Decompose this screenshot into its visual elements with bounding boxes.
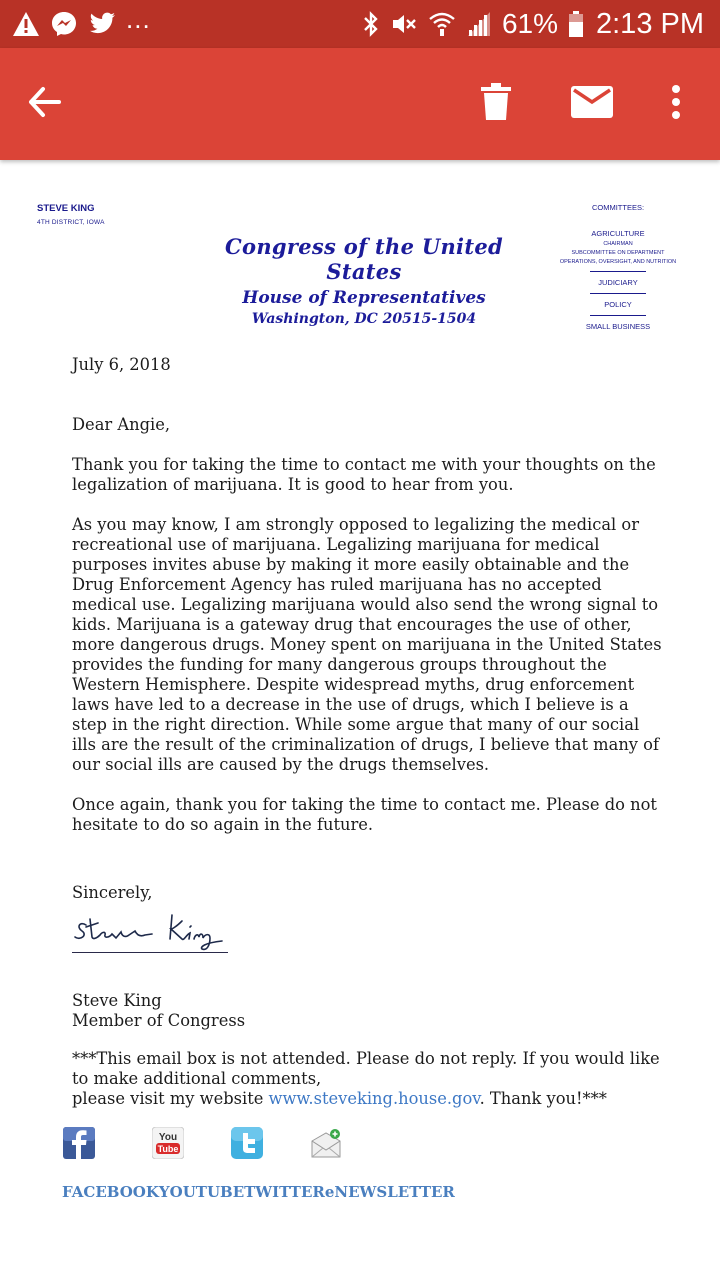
subcommittee-line-1: SUBCOMMITTEE ON DEPARTMENT xyxy=(571,250,665,256)
committee-agriculture: AGRICULTURE xyxy=(591,229,645,238)
facebook-icon xyxy=(63,1127,95,1164)
signer-title: Member of Congress xyxy=(72,1011,246,1030)
committee-policy: POLICY xyxy=(604,300,632,309)
committees-label: COMMITTEES: xyxy=(591,203,645,212)
more-notifications-indicator: ... xyxy=(126,4,151,34)
letterhead-committees xyxy=(553,203,683,331)
youtube-icon xyxy=(152,1127,184,1164)
letter-paragraph-3: Once again, thank you for taking the time to contact me. Please do not hesitate to do so again in the future. xyxy=(72,795,657,834)
back-button[interactable] xyxy=(17,76,73,132)
warning-icon xyxy=(12,11,40,37)
status-bar xyxy=(0,0,720,48)
svg-text:You: You xyxy=(158,1131,178,1143)
letter-closing: Sincerely, xyxy=(72,883,153,902)
youtube-button[interactable] xyxy=(151,1128,185,1162)
letterhead-congress: Congress of the United States xyxy=(225,234,503,284)
website-link[interactable]: www.steveking.house.gov xyxy=(268,1089,480,1108)
subcommittee-line-2: OPERATIONS, OVERSIGHT, AND NUTRITION xyxy=(559,259,677,265)
committee-small-business: SMALL BUSINESS xyxy=(585,322,651,331)
no-reply-notice: ***This email box is not attended. Please do not reply. If you would like to make additional comments, xyxy=(72,1049,660,1088)
mark-unread-button[interactable] xyxy=(564,76,620,132)
facebook-button[interactable] xyxy=(62,1128,96,1162)
letterhead-sender xyxy=(37,203,105,226)
letter-paragraph-1: Thank you for taking the time to contact me with your thoughts on the legalization of marijuana. It is good to hear from you. xyxy=(72,455,656,494)
more-options-button[interactable] xyxy=(648,76,704,132)
newsletter-icon xyxy=(310,1127,342,1164)
twitter-icon xyxy=(231,1127,263,1164)
committee-chairman: CHAIRMAN xyxy=(603,241,633,247)
bluetooth-icon xyxy=(362,10,380,38)
letterhead-address: Washington, DC 20515-1504 xyxy=(251,311,477,327)
status-bar-system xyxy=(362,6,704,42)
letterhead-title xyxy=(200,234,528,327)
twitter-link[interactable]: TWITTER xyxy=(244,1183,325,1201)
twitter-icon xyxy=(88,12,116,36)
letter-body xyxy=(72,355,662,1109)
messenger-icon xyxy=(50,10,78,38)
youtube-link[interactable]: YOUTUBE xyxy=(158,1183,245,1201)
signer-name: Steve King xyxy=(72,991,162,1010)
committee-judiciary: JUDICIARY xyxy=(598,278,638,287)
committee-divider xyxy=(590,315,646,316)
committee-divider xyxy=(590,293,646,294)
letterhead-house: House of Representatives xyxy=(242,288,486,308)
website-notice: please visit my website www.steveking.house.gov. Thank you!*** xyxy=(72,1089,607,1108)
signature-image xyxy=(72,905,228,953)
back-arrow-icon xyxy=(27,84,63,125)
mail-icon xyxy=(571,86,613,123)
app-bar xyxy=(0,48,720,160)
committee-divider xyxy=(590,271,646,272)
muted-icon xyxy=(390,10,418,38)
sender-name: STEVE KING xyxy=(37,203,95,214)
twitter-button[interactable] xyxy=(230,1128,264,1162)
facebook-link[interactable]: FACEBOOK xyxy=(62,1183,159,1201)
letter-greeting: Dear Angie, xyxy=(72,415,171,434)
letter-date: July 6, 2018 xyxy=(72,355,171,374)
battery-percent: 61% xyxy=(501,8,558,39)
newsletter-button[interactable] xyxy=(309,1128,343,1162)
social-links xyxy=(62,1183,455,1201)
sender-district: 4TH DISTRICT, IOWA xyxy=(37,219,105,226)
delete-button[interactable] xyxy=(468,76,524,132)
newsletter-link[interactable]: eNEWSLETTER xyxy=(324,1183,455,1201)
svg-text:Tube: Tube xyxy=(157,1143,179,1154)
more-vert-icon xyxy=(671,85,681,124)
status-time: 2:13 PM xyxy=(596,7,704,40)
wifi-icon xyxy=(428,10,456,38)
letter-paragraph-2: As you may know, I am strongly opposed to legalizing the medical or recreational use of marijuana. Legalizing marijuana for medical purposes invites abuse by making it more easily obtainable and the Drug Enforcement Agency has ruled marijuana has no accepted medical use. Legalizing marijuana would also send the wrong signal to kids. Marijuana is a gateway drug that encourages the use of other, more dangerous drugs. Money spent on marijuana in the United States provides the funding for many dangerous groups throughout the Western Hemisphere. Despite widespread myths, drug enforcement laws have led to a decrease in the use of drugs, which I believe is a step in the right direction. While some argue that many of our social ills are the result of the criminalization of drugs, I believe that many of our social ills are caused by the drugs themselves. xyxy=(72,515,662,774)
status-bar-notifications xyxy=(12,4,151,40)
trash-icon xyxy=(481,83,511,126)
battery-icon xyxy=(568,10,584,38)
signal-icon xyxy=(466,10,492,38)
